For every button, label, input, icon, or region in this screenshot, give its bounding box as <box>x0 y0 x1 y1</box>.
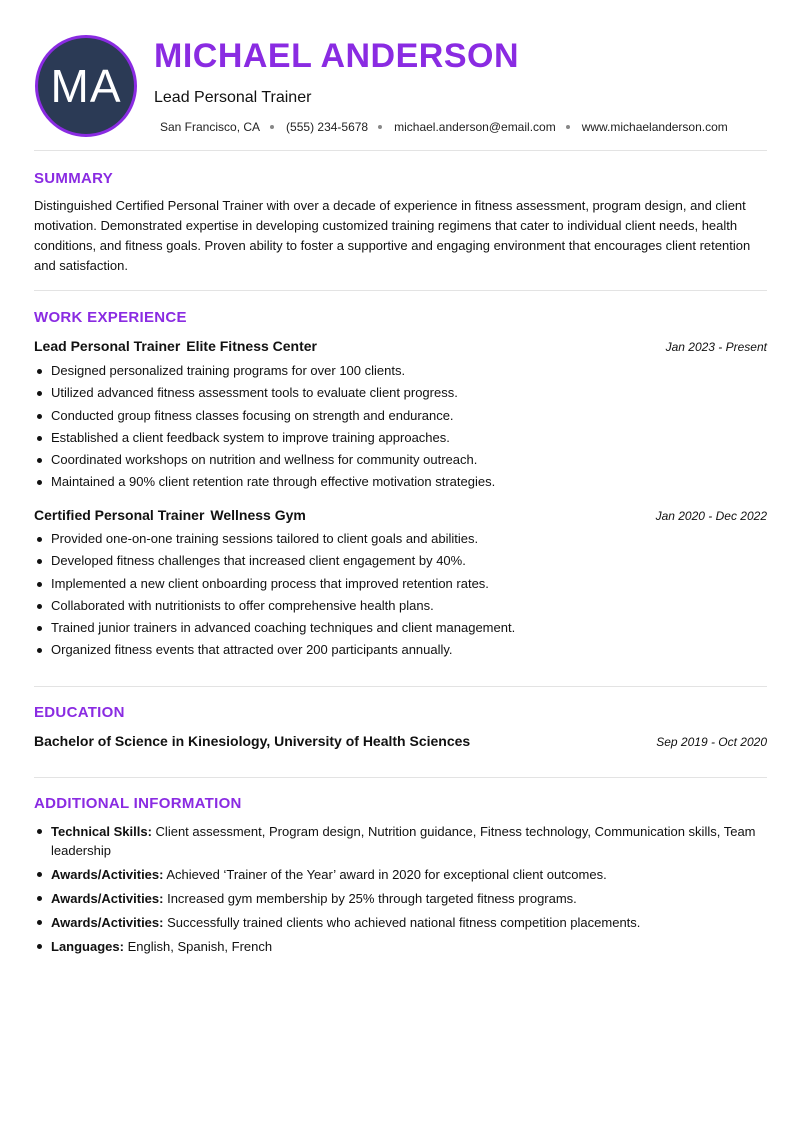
job-role: Lead Personal Trainer <box>34 338 181 354</box>
info-text: Successfully trained clients who achieved national fitness competition placements. <box>167 915 641 930</box>
education-entry <box>34 733 767 749</box>
section-title-experience: WORK EXPERIENCE <box>34 309 187 326</box>
list-item <box>34 889 767 908</box>
separator-dot-icon <box>270 125 274 129</box>
avatar <box>35 35 137 137</box>
job-header <box>34 338 767 354</box>
contact-bar <box>160 120 728 134</box>
job-role: Certified Personal Trainer <box>34 507 205 523</box>
info-label: Awards/Activities: <box>51 915 164 930</box>
job-dates: Jan 2020 - Dec 2022 <box>655 509 767 523</box>
list-item: Maintained a 90% client retention rate through effective motivation strategies. <box>34 471 767 493</box>
contact-email[interactable]: michael.anderson@email.com <box>394 120 556 134</box>
divider <box>34 686 767 687</box>
summary-text: Distinguished Certified Personal Trainer with over a decade of experience in fitness assessment, program design, and client motivation. Demonstrated expertise in developing customized training regimens that cater to individual client needs, health conditions, and fitness goals. Proven ability to foster a supportive and engaging environment that encourages client retention and satisfaction. <box>34 198 751 273</box>
divider <box>34 150 767 151</box>
job-bullet-list <box>34 360 767 494</box>
info-text: Achieved ‘Trainer of the Year’ award in 2020 for exceptional client outcomes. <box>166 867 607 882</box>
separator-dot-icon <box>378 125 382 129</box>
job-bullet-list <box>34 528 767 662</box>
info-label: Awards/Activities: <box>51 891 164 906</box>
info-label: Technical Skills: <box>51 824 152 839</box>
contact-phone[interactable]: (555) 234-5678 <box>286 120 369 134</box>
job-company: Elite Fitness Center <box>186 338 317 354</box>
list-item <box>34 822 767 860</box>
list-item <box>34 937 767 956</box>
info-label: Awards/Activities: <box>51 867 164 882</box>
section-title-additional: ADDITIONAL INFORMATION <box>34 795 242 812</box>
avatar-initials: MA <box>50 60 122 112</box>
list-item <box>34 865 767 884</box>
info-text: Increased gym membership by 25% through targeted fitness programs. <box>167 891 577 906</box>
separator-dot-icon <box>566 125 570 129</box>
education-dates: Sep 2019 - Oct 2020 <box>656 735 767 749</box>
list-item <box>34 913 767 932</box>
list-item: Established a client feedback system to improve training approaches. <box>34 427 767 449</box>
info-text: English, Spanish, French <box>127 939 273 954</box>
job-title <box>34 338 317 354</box>
list-item: Collaborated with nutritionists to offer comprehensive health plans. <box>34 595 767 617</box>
list-item: Coordinated workshops on nutrition and wellness for community outreach. <box>34 449 767 471</box>
divider <box>34 777 767 778</box>
contact-location: San Francisco, CA <box>160 120 261 134</box>
candidate-name: MICHAEL ANDERSON <box>154 37 520 75</box>
section-title-education: EDUCATION <box>34 704 125 721</box>
section-title-summary: SUMMARY <box>34 170 114 187</box>
job-header <box>34 507 767 523</box>
contact-website[interactable]: www.michaelanderson.com <box>581 120 728 134</box>
additional-info-list <box>34 822 767 961</box>
info-label: Languages: <box>51 939 124 954</box>
list-item: Provided one-on-one training sessions tailored to client goals and abilities. <box>34 528 767 550</box>
info-text: Client assessment, Program design, Nutrition guidance, Fitness technology, Communication skills, Team leadership <box>51 824 756 858</box>
job-title <box>34 507 306 523</box>
list-item: Conducted group fitness classes focusing on strength and endurance. <box>34 405 767 427</box>
list-item: Developed fitness challenges that increased client engagement by 40%. <box>34 550 767 572</box>
job-company: Wellness Gym <box>210 507 306 523</box>
job-dates: Jan 2023 - Present <box>665 340 767 354</box>
education-degree: Bachelor of Science in Kinesiology, University of Health Sciences <box>34 733 471 749</box>
list-item: Trained junior trainers in advanced coaching techniques and client management. <box>34 617 767 639</box>
list-item: Utilized advanced fitness assessment tools to evaluate client progress. <box>34 382 767 404</box>
list-item: Organized fitness events that attracted over 200 participants annually. <box>34 639 767 661</box>
divider <box>34 290 767 291</box>
candidate-role: Lead Personal Trainer <box>154 89 312 106</box>
list-item: Designed personalized training programs for over 100 clients. <box>34 360 767 382</box>
list-item: Implemented a new client onboarding process that improved retention rates. <box>34 573 767 595</box>
